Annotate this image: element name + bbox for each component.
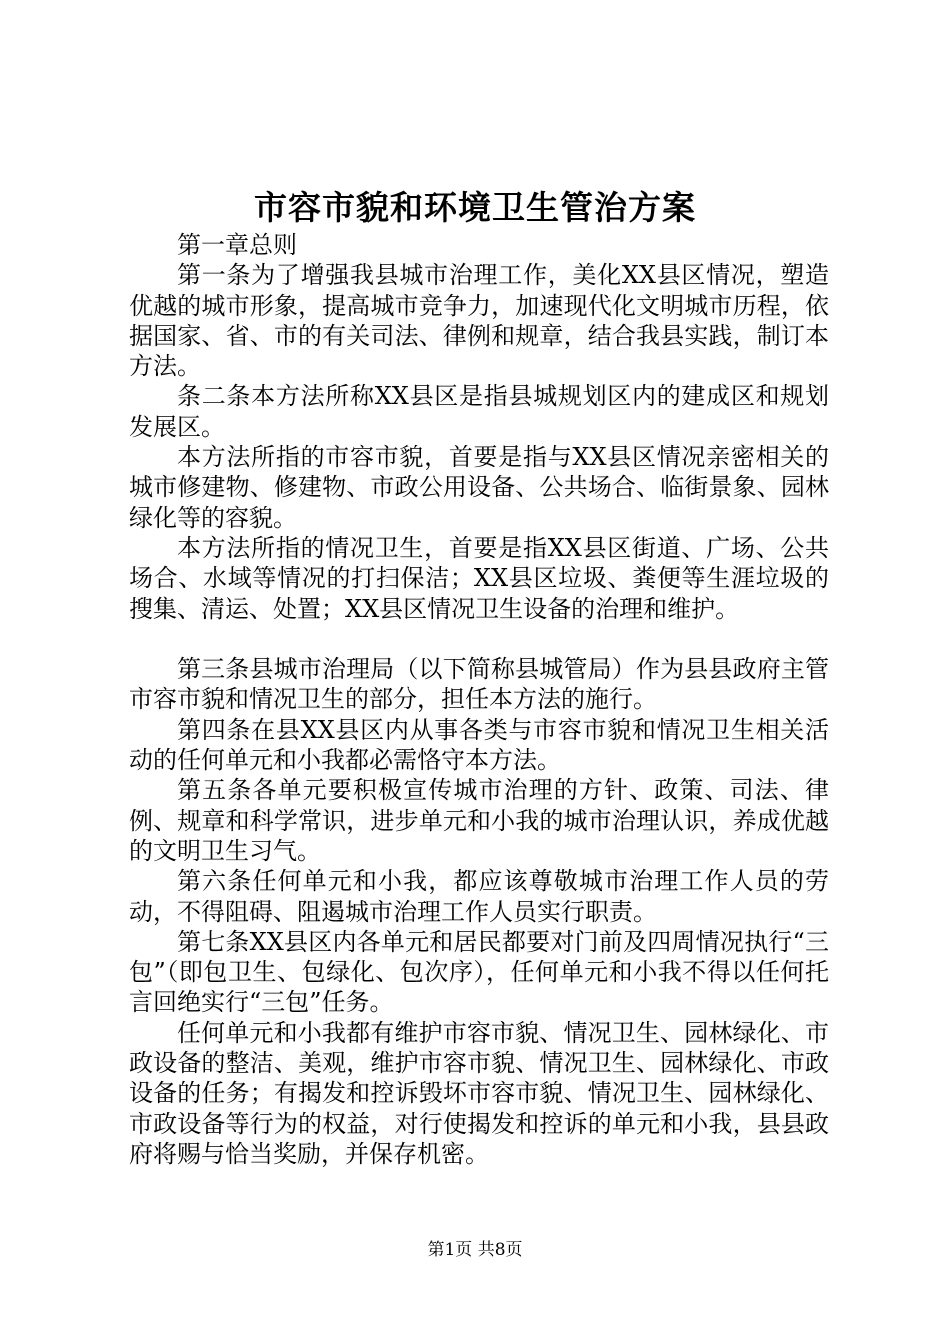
city-appearance-definition-paragraph: 本方法所指的市容市貌，首要是指与XX县区情况亲密相关的城市修建物、修建物、市政公用设备、公共场合、临街景象、园林绿化等的容貌。 xyxy=(129,443,829,532)
article-5-paragraph: 第五条各单元要积极宣传城市治理的方针、政策、司法、律例、规章和科学常识，进步单元和小我的城市治理认识，养成优越的文明卫生习气。 xyxy=(129,776,829,865)
chapter-heading: 第一章总则 xyxy=(177,231,297,259)
article-3-paragraph: 第三条县城市治理局（以下简称县城管局）作为县县政府主管市容市貌和情况卫生的部分，担任本方法的施行。 xyxy=(129,655,829,714)
document-title: 市容市貌和环境卫生管治方案 xyxy=(254,188,696,227)
article-4-paragraph: 第四条在县XX县区内从事各类与市容市貌和情况卫生相关活动的任何单元和小我都必需恪守本方法。 xyxy=(129,715,829,775)
article-6-paragraph: 第六条任何单元和小我，都应该尊敬城市治理工作人员的劳动，不得阻碍、阻遏城市治理工作人员实行职责。 xyxy=(129,867,829,926)
article-1-paragraph: 第一条为了增强我县城市治理工作，美化XX县区情况，塑造优越的城市形象，提高城市竞争力，加速现代化文明城市历程，依据国家、省、市的有关司法、律例和规章，结合我县实践，制订本方法。 xyxy=(129,261,829,381)
article-2-paragraph: 条二条本方法所称XX县区是指县城规划区内的建成区和规划发展区。 xyxy=(129,382,829,441)
article-7-paragraph: 第七条XX县区内各单元和居民都要对门前及四周情况执行“三包”（即包卫生、包绿化、包次序），任何单元和小我不得以任何托言回绝实行“三包”任务。 xyxy=(129,927,829,1017)
sanitation-definition-paragraph: 本方法所指的情况卫生，首要是指XX县区街道、广场、公共场合、水域等情况的打扫保洁；XX县区垃圾、粪便等生涯垃圾的搜集、清运、处置；XX县区情况卫生设备的治理和维护。 xyxy=(129,533,829,623)
blank-line xyxy=(129,624,829,654)
page-number: 第1页 共8页 xyxy=(427,1240,523,1260)
duty-rights-paragraph: 任何单元和小我都有维护市容市貌、情况卫生、园林绿化、市政设备的整洁、美观，维护市容市貌、情况卫生、园林绿化、市政设备的任务；有揭发和控诉毁坏市容市貌、情况卫生、园林绿化、市政设备等行为的权益，对行使揭发和控诉的单元和小我，县县政府将赐与恰当奖励，并保存机密。 xyxy=(129,1018,829,1168)
document-body xyxy=(129,230,829,1169)
